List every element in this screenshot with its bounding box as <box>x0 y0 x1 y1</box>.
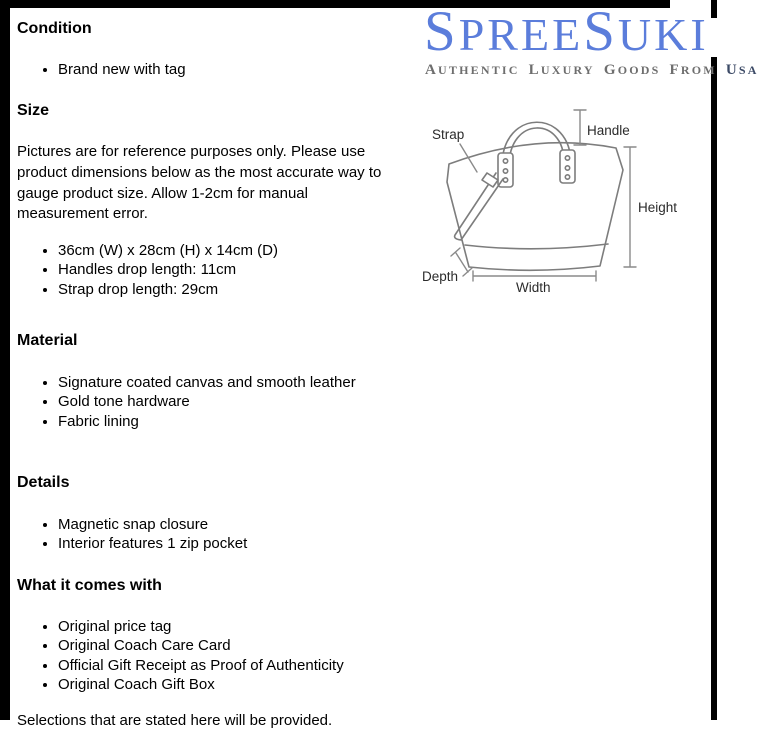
bullet-item: • Gold tone hardware <box>58 392 356 411</box>
bullet-item: • 36cm (W) x 28cm (H) x 14cm (D) <box>58 241 278 260</box>
height-label: Height <box>638 200 678 215</box>
section-heading: Condition <box>17 20 92 37</box>
bullet-item: • Original Coach Gift Box <box>58 675 344 694</box>
logo-letter: U <box>617 9 655 60</box>
handle-measure-line <box>574 110 586 145</box>
logo-letter: S <box>583 0 618 63</box>
depth-label: Depth <box>422 269 459 284</box>
bullet-item: • Fabric lining <box>58 412 356 431</box>
bullet-item: • Official Gift Receipt as Proof of Authenticity <box>58 656 344 675</box>
product-description-column <box>17 0 419 729</box>
logo-letter: S <box>424 0 459 63</box>
tagline-word: LUXURY <box>528 62 595 78</box>
bullet-item: • Original price tag <box>58 617 344 636</box>
section-bullet-list <box>17 617 344 695</box>
tagline-word: FROM <box>669 62 717 78</box>
tagline-word: USA <box>725 62 759 78</box>
bag-measurement-diagram <box>410 100 720 310</box>
size-disclaimer-paragraph: Pictures are for reference purposes only. Please use product dimensions below as the most accurate way to gauge product size. Allow 1-2cm for manual measurement error. <box>17 143 382 223</box>
section-heading: Details <box>17 474 70 491</box>
tagline-word: GOODS <box>603 62 661 78</box>
bullet-item: • Strap drop length: 29cm <box>58 280 278 299</box>
tagline-word: AUTHENTIC <box>425 62 520 78</box>
width-label: Width <box>516 280 551 295</box>
frame-border-left <box>0 0 10 720</box>
height-measure-line <box>624 147 636 267</box>
handle-label: Handle <box>587 123 630 138</box>
clipped-footer-text: Selections that are stated here will be provided. <box>17 712 333 729</box>
logo-letter: P <box>458 9 488 60</box>
strap-label: Strap <box>432 127 465 142</box>
section-heading: Material <box>17 332 78 349</box>
section-bullet-list <box>17 373 356 431</box>
section-heading: What it comes with <box>17 577 162 594</box>
section-bullet-list <box>17 515 247 554</box>
spreesuki-logo <box>424 2 724 64</box>
bullet-item: • Handles drop length: 11cm <box>58 260 278 279</box>
bullet-item: • Brand new with tag <box>58 60 186 79</box>
section-heading: Size <box>17 102 50 119</box>
bullet-item: • Interior features 1 zip pocket <box>58 534 247 553</box>
logo-letter: R <box>487 9 521 60</box>
brand-tagline <box>425 61 759 79</box>
bullet-item: • Original Coach Care Card <box>58 636 344 655</box>
logo-letter: K <box>654 9 691 60</box>
section-bullet-list <box>17 60 186 79</box>
bullet-item: • Magnetic snap closure <box>58 515 247 534</box>
logo-letter: I <box>690 9 709 60</box>
bullet-item: • Signature coated canvas and smooth leather <box>58 373 356 392</box>
section-bullet-list <box>17 241 278 299</box>
logo-letter: E <box>552 9 584 60</box>
logo-letter: E <box>520 9 553 60</box>
